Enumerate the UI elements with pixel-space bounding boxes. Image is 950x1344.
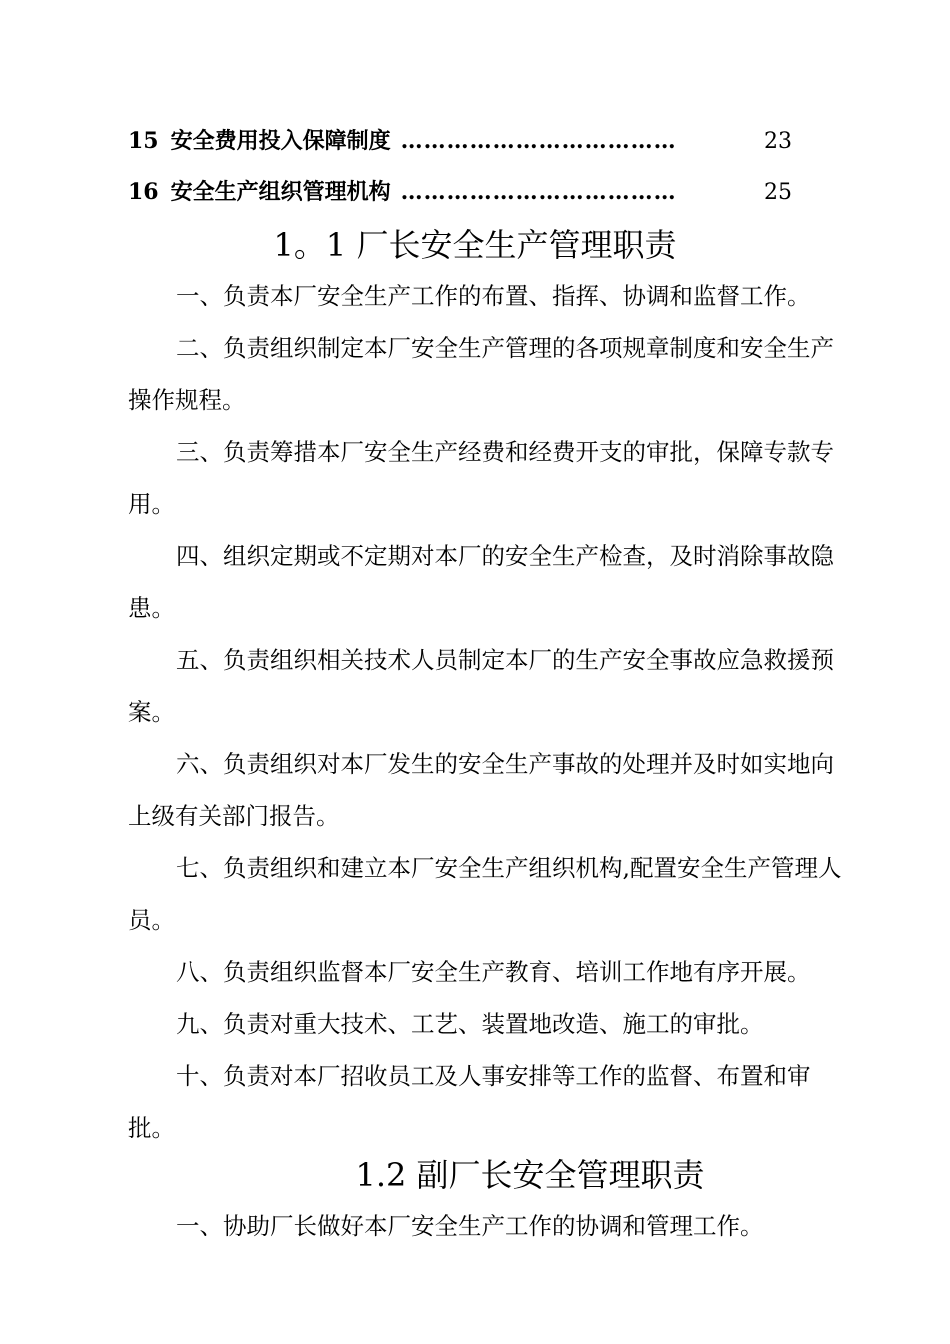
duty-item-2: 二、负责组织制定本厂安全生产管理的各项规章制度和安全生产操作规程。: [128, 334, 834, 414]
toc-dot-leader: ………………………………: [400, 128, 677, 154]
duty-item-9: 九、负责对重大技术、工艺、装置地改造、施工的审批。: [176, 1010, 764, 1038]
duty-item-10: 十、负责对本厂招收员工及人事安排等工作的监督、布置和审批。: [128, 1062, 811, 1142]
duty-item-3: 三、负责筹措本厂安全生产经费和经费开支的审批，保障专款专用。: [128, 438, 834, 518]
toc-entry-title: 安全生产组织管理机构: [170, 179, 391, 205]
duty-item-6: 六、负责组织对本厂发生的安全生产事故的处理并及时如实地向上级有关部门报告。: [128, 750, 834, 830]
duty-item-1: 一、负责本厂安全生产工作的布置、指挥、协调和监督工作。: [176, 282, 811, 310]
toc-entry-number: 15: [128, 128, 159, 154]
duty-item-4: 四、组织定期或不定期对本厂的安全生产检查，及时消除事故隐患。: [128, 542, 834, 622]
toc-entry-15: [128, 124, 792, 158]
toc-entry-page: 25: [764, 180, 792, 205]
duty-item-7: 七、负责组织和建立本厂安全生产组织机构,配置安全生产管理人员。: [128, 854, 842, 934]
toc-entry-number: 16: [128, 179, 159, 205]
toc-entry-title: 安全费用投入保障制度: [170, 128, 391, 154]
section-heading-deputy-director: 1.2 副厂长安全管理职责: [355, 1156, 705, 1194]
duty-item-8: 八、负责组织监督本厂安全生产教育、培训工作地有序开展。: [176, 958, 811, 986]
section-heading-factory-director: 1。1 厂长安全生产管理职责: [273, 226, 677, 264]
deputy-duty-item-1: 一、协助厂长做好本厂安全生产工作的协调和管理工作。: [176, 1212, 764, 1240]
toc-dot-leader: ………………………………: [400, 179, 677, 205]
duty-item-5: 五、负责组织相关技术人员制定本厂的生产安全事故应急救援预案。: [128, 646, 834, 726]
toc-entry-page: 23: [764, 129, 792, 154]
toc-entry-16: [128, 175, 792, 209]
